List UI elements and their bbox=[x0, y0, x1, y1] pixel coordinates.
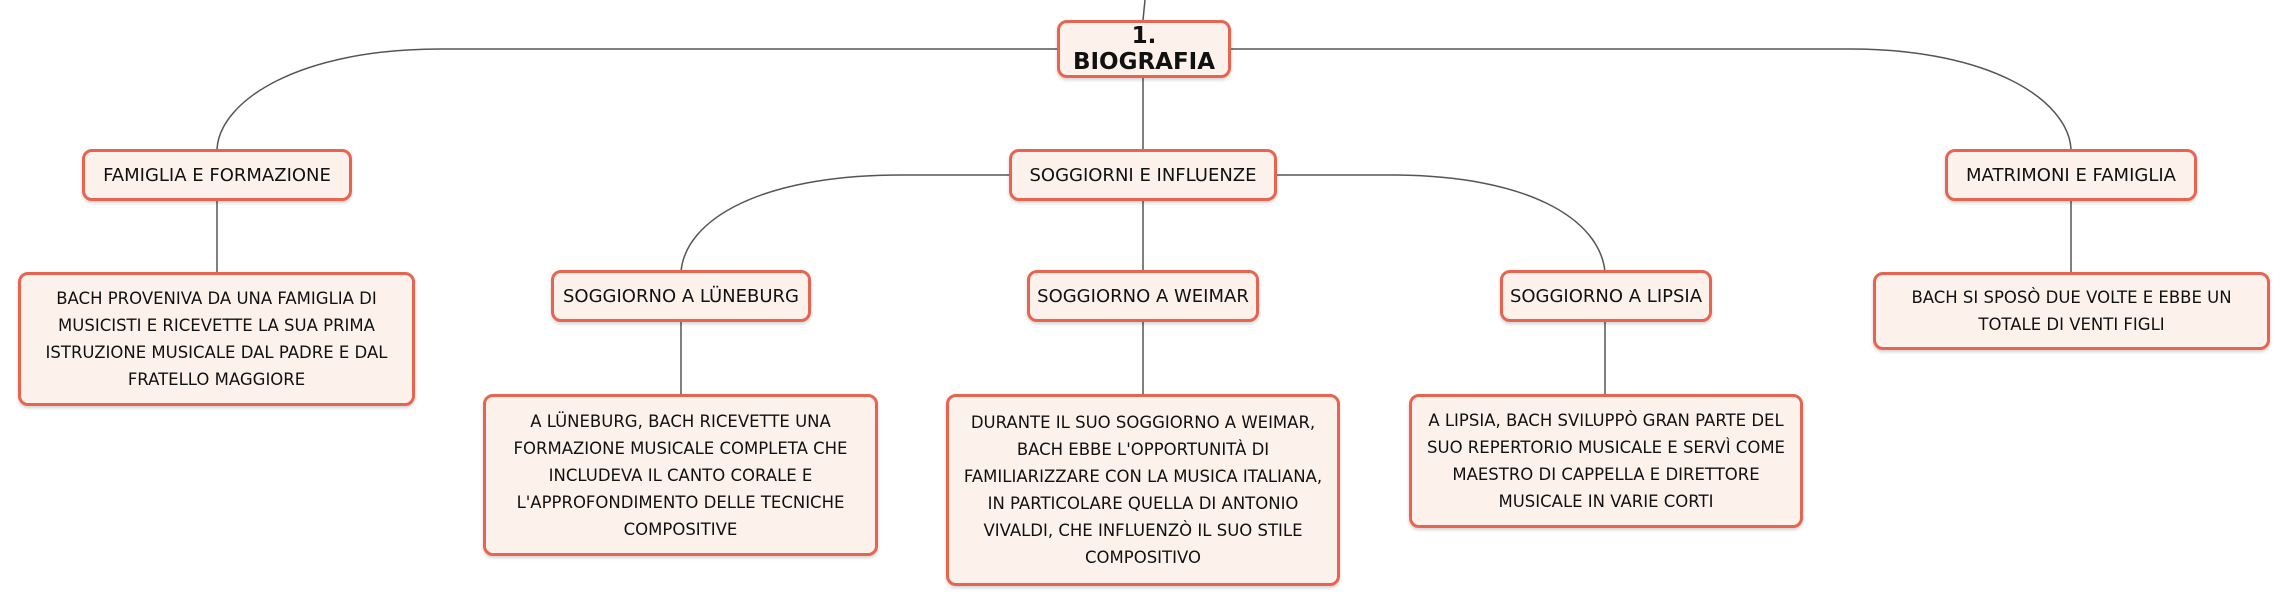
subtopic-node-label: SOGGIORNO A LÜNEBURG bbox=[563, 285, 799, 307]
detail-node-text: DURANTE IL SUO SOGGIORNO A WEIMAR, BACH EBBE L'OPPORTUNITÀ DI FAMILIARIZZARE CON LA MUSICA ITALIANA, IN PARTICOLARE QUELLA DI ANTONIO VIVALDI, CHE INFLUENZÒ IL SUO STILE COMPOSITIVO bbox=[963, 413, 1323, 567]
detail-node-famiglia-formazione[interactable] bbox=[18, 272, 415, 406]
connector-soggiorni-to-luneburg bbox=[681, 175, 1009, 272]
detail-node-text: BACH PROVENIVA DA UNA FAMIGLIA DI MUSICISTI E RICEVETTE LA SUA PRIMA ISTRUZIONE MUSICALE DAL PADRE E DAL FRATELLO MAGGIORE bbox=[45, 289, 388, 389]
root-node-label: 1. BIOGRAFIA bbox=[1072, 23, 1216, 75]
topic-node-label: FAMIGLIA E FORMAZIONE bbox=[103, 164, 331, 186]
subtopic-node-label: SOGGIORNO A WEIMAR bbox=[1037, 285, 1249, 307]
topic-node-label: MATRIMONI E FAMIGLIA bbox=[1966, 164, 2176, 186]
detail-node-soggiorno-luneburg[interactable] bbox=[483, 394, 878, 556]
connector-root-to-famiglia bbox=[217, 49, 1057, 149]
topic-node-soggiorni-influenze[interactable] bbox=[1009, 149, 1277, 201]
detail-node-soggiorno-lipsia[interactable] bbox=[1409, 394, 1803, 528]
connector-soggiorni-to-lipsia bbox=[1277, 175, 1605, 272]
detail-node-text: A LIPSIA, BACH SVILUPPÒ GRAN PARTE DEL SUO REPERTORIO MUSICALE E SERVÌ COME MAESTRO DI CAPPELLA E DIRETTORE MUSICALE IN VARIE CORTI bbox=[1427, 411, 1785, 511]
detail-node-soggiorno-weimar[interactable] bbox=[946, 394, 1340, 586]
connector-root-to-matrimoni bbox=[1231, 49, 2071, 149]
subtopic-node-soggiorno-lipsia[interactable] bbox=[1500, 270, 1712, 322]
detail-node-matrimoni-famiglia[interactable] bbox=[1873, 272, 2270, 350]
subtopic-node-soggiorno-luneburg[interactable] bbox=[551, 270, 811, 322]
subtopic-node-soggiorno-weimar[interactable] bbox=[1027, 270, 1259, 322]
topic-node-label: SOGGIORNI E INFLUENZE bbox=[1029, 164, 1257, 186]
topic-node-famiglia-formazione[interactable] bbox=[82, 149, 352, 201]
topic-node-matrimoni-famiglia[interactable] bbox=[1945, 149, 2197, 201]
subtopic-node-label: SOGGIORNO A LIPSIA bbox=[1509, 285, 1703, 307]
detail-node-text: A LÜNEBURG, BACH RICEVETTE UNA FORMAZIONE MUSICALE COMPLETA CHE INCLUDEVA IL CANTO CORALE E L'APPROFONDIMENTO DELLE TECNICHE COMPOSITIVE bbox=[513, 411, 848, 539]
root-node-biografia[interactable] bbox=[1057, 20, 1231, 78]
connector-parent-to-root bbox=[1143, 0, 1145, 20]
detail-node-text: BACH SI SPOSÒ DUE VOLTE E EBBE UN TOTALE DI VENTI FIGLI bbox=[1911, 288, 2232, 334]
